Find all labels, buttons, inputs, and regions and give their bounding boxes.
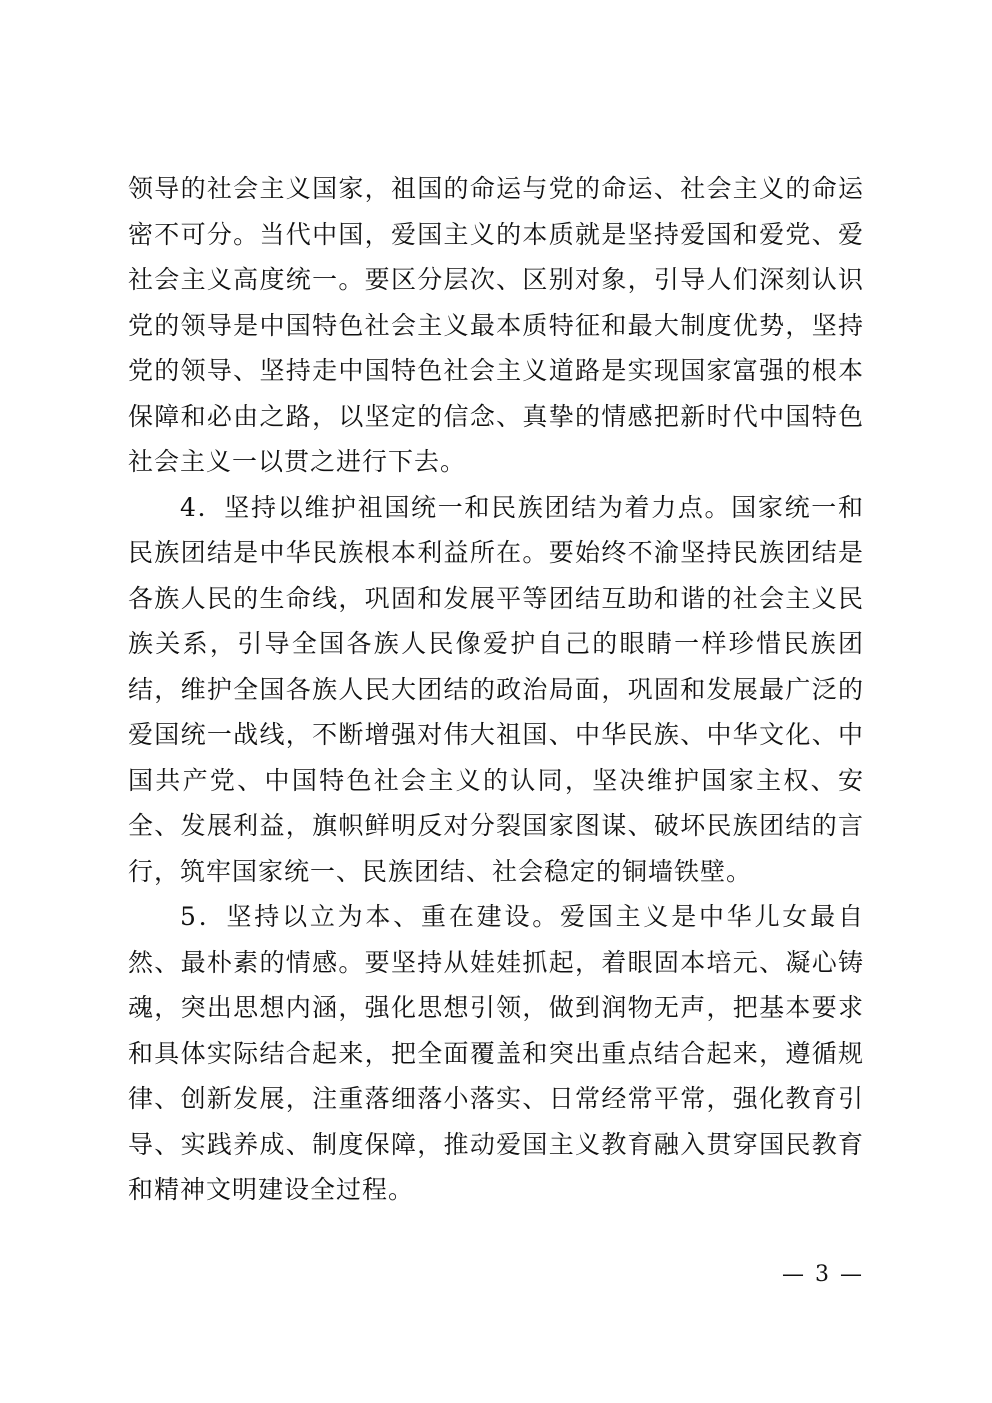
paragraph-3-text: 爱国主义是中华儿女最自然、最朴素的情感。要坚持从娃娃抓起，着眼固本培元、凝心铸魂，突出思想内涵，强化思想引领，做到润物无声，把基本要求和具体实际结合起来，把全面覆盖和突出重点结合起来，遵循规律、创新发展，注重落细落小落实、日常经常平常，强化教育引导、实践养成、制度保障，推动爱国主义教育融入贯穿国民教育和精神文明建设全过程。: [128, 902, 864, 1204]
section-4-heading: 4．坚持以维护祖国统一和民族团结为着力点。: [180, 492, 732, 522]
document-body: [128, 166, 864, 1213]
paragraph-2-text: 国家统一和民族团结是中华民族根本利益所在。要始终不渝坚持民族团结是各族人民的生命线，巩固和发展平等团结互助和谐的社会主义民族关系，引导全国各族人民像爱护自己的眼睛一样珍惜民族团结，维护全国各族人民大团结的政治局面，巩固和发展最广泛的爱国统一战线，不断增强对伟大祖国、中华民族、中华文化、中国共产党、中国特色社会主义的认同，坚决维护国家主权、安全、发展利益，旗帜鲜明反对分裂国家图谋、破坏民族团结的言行，筑牢国家统一、民族团结、社会稳定的铜墙铁壁。: [128, 492, 864, 886]
page-number: — 3 —: [782, 1262, 864, 1287]
paragraph-2: [128, 485, 864, 895]
paragraph-1-text: 领导的社会主义国家，祖国的命运与党的命运、社会主义的命运密不可分。当代中国，爱国主义的本质就是坚持爱国和爱党、爱社会主义高度统一。要区分层次、区别对象，引导人们深刻认识党的领导是中国特色社会主义最本质特征和最大制度优势，坚持党的领导、坚持走中国特色社会主义道路是实现国家富强的根本保障和必由之路，以坚定的信念、真挚的情感把新时代中国特色社会主义一以贯之进行下去。: [128, 174, 864, 476]
section-5-heading: 5．坚持以立为本、重在建设。: [180, 902, 561, 931]
paragraph-3: [128, 894, 864, 1213]
paragraph-1: [128, 166, 864, 485]
